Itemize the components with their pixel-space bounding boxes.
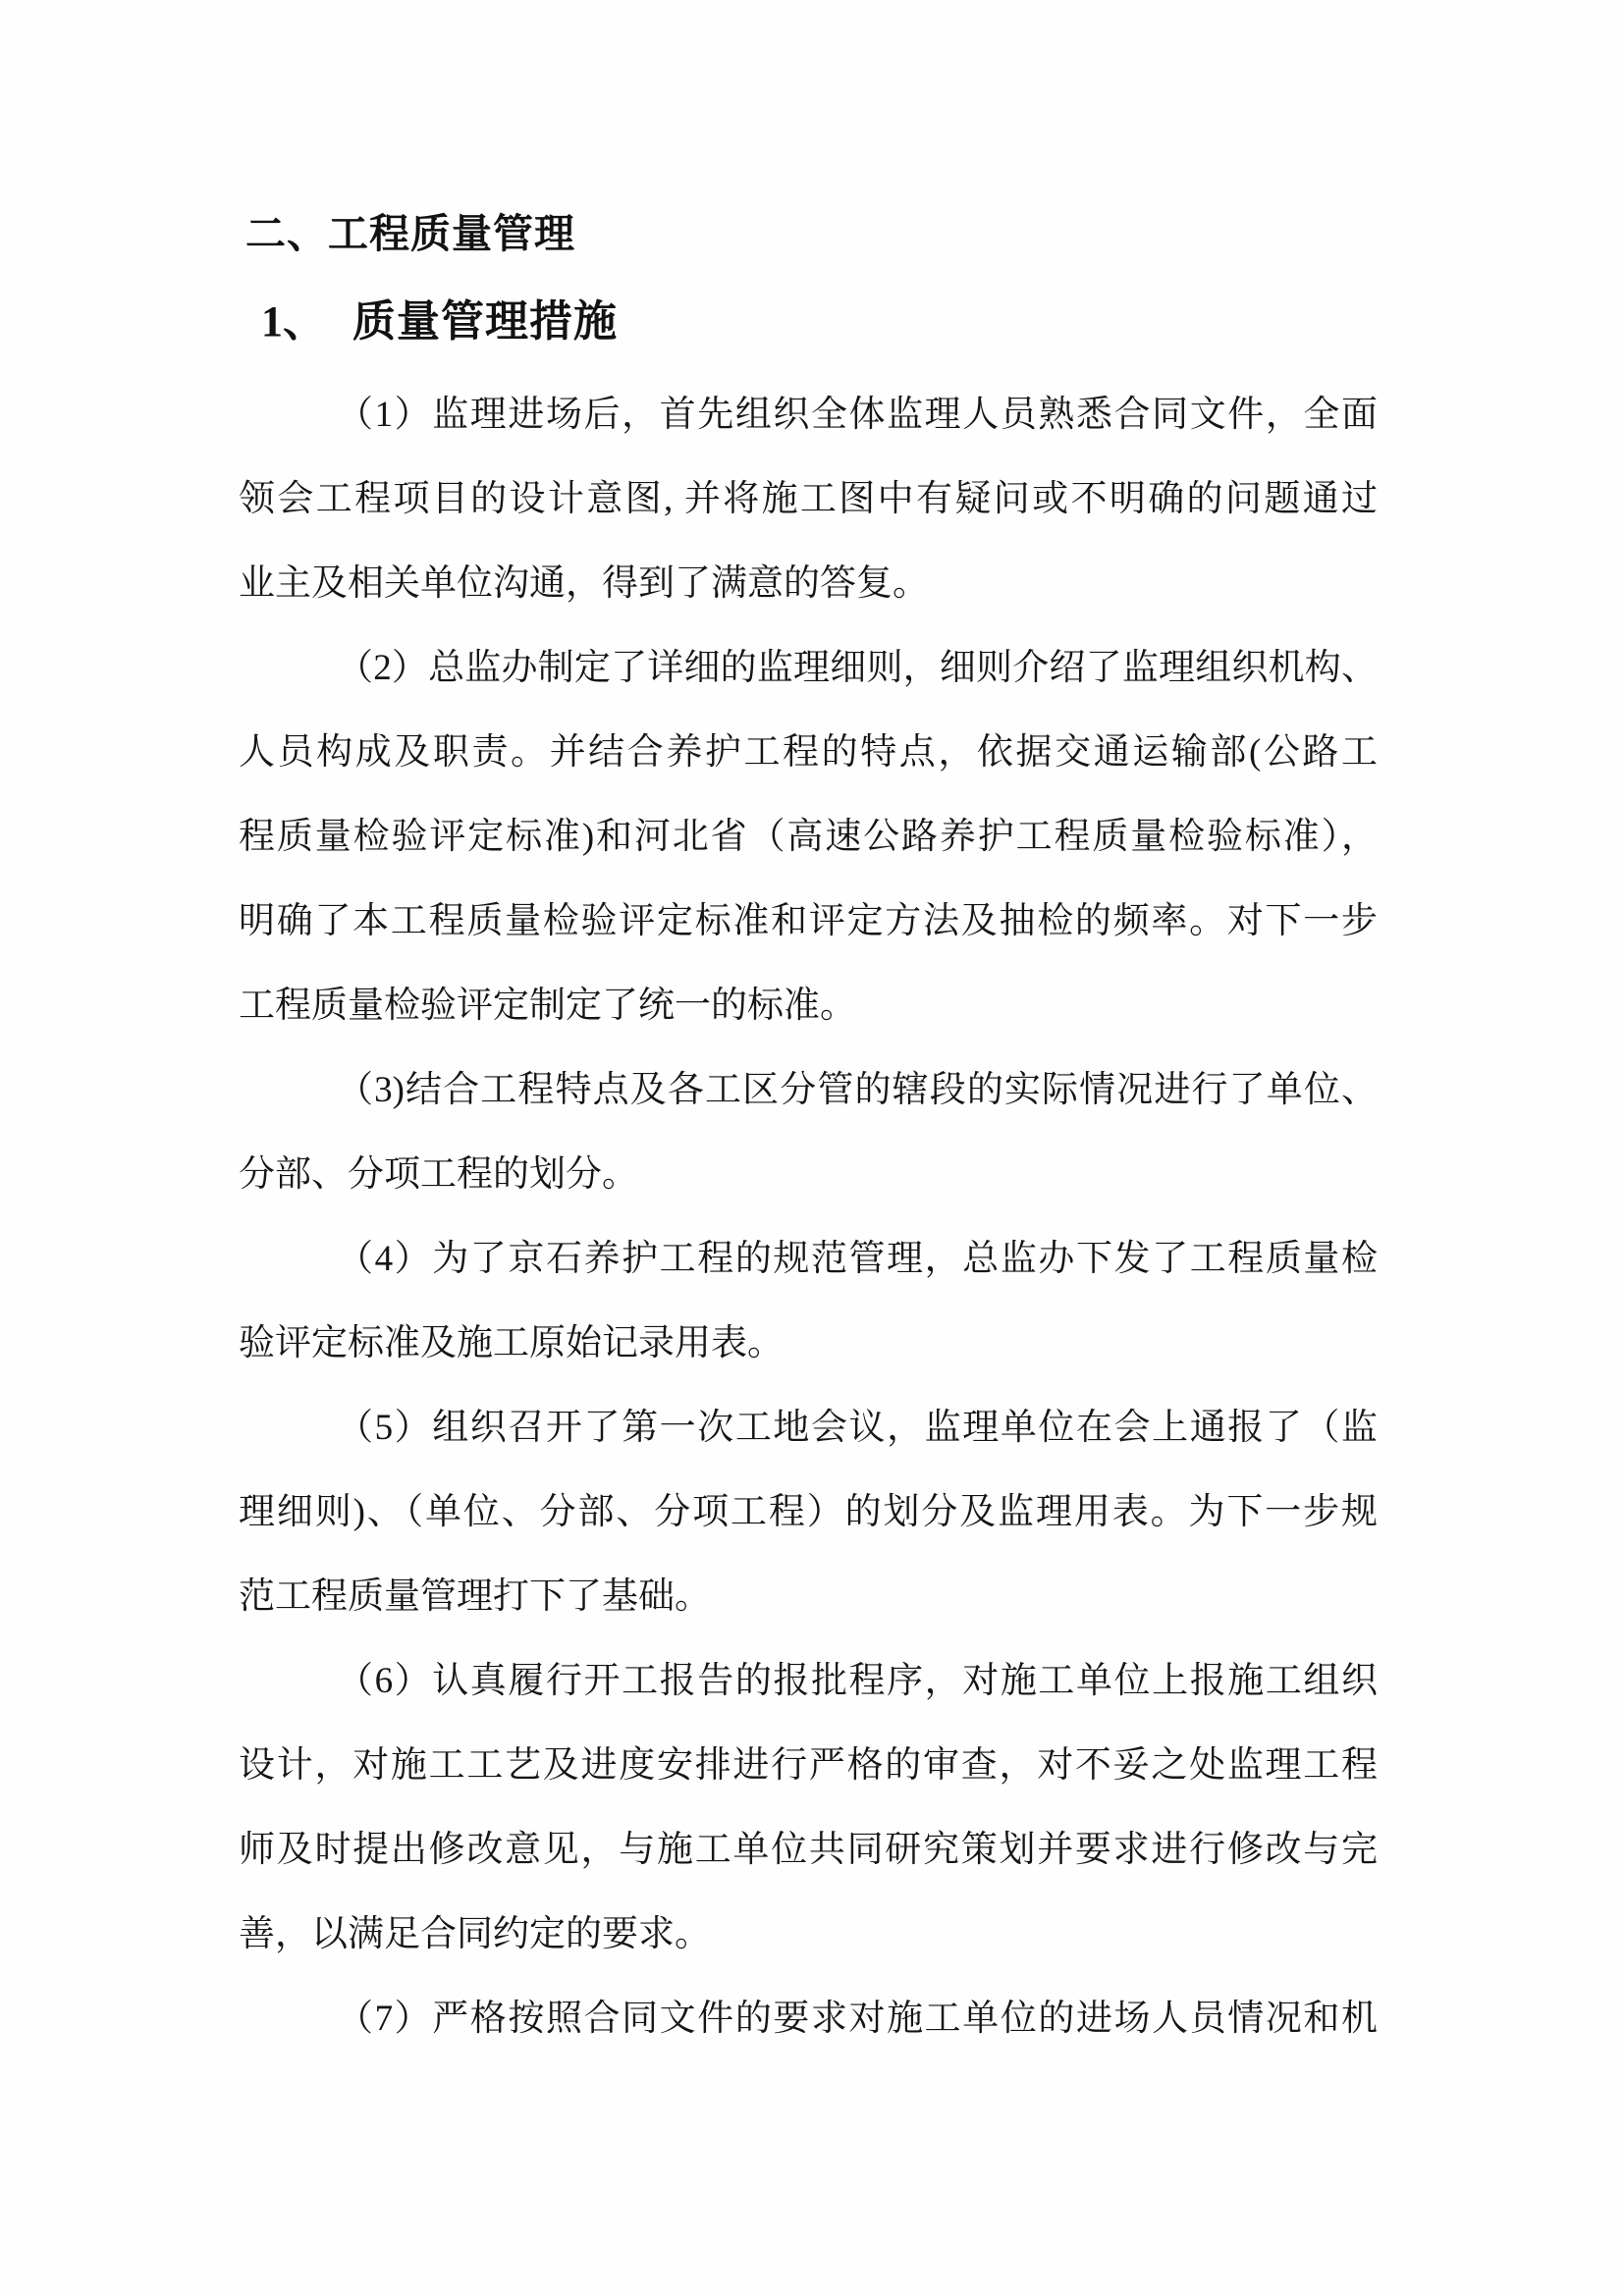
- text-line: （2）总监办制定了详细的监理细则，细则介绍了监理组织机构、: [337, 648, 1378, 688]
- text-line: 验评定标准及施工原始记录用表。: [239, 1323, 784, 1363]
- text-line: （4）为了京石养护工程的规范管理，总监办下发了工程质量检: [337, 1239, 1378, 1279]
- document-body: [239, 373, 1378, 2061]
- text-line: （7）严格按照合同文件的要求对施工单位的进场人员情况和机: [337, 1999, 1378, 2039]
- section-title: 质量管理措施: [352, 297, 618, 346]
- text-line: 理细则)、（单位、分部、分项工程）的划分及监理用表。为下一步规: [239, 1492, 1378, 1532]
- text-line: 师及时提出修改意见，与施工单位共同研究策划并要求进行修改与完: [239, 1830, 1378, 1870]
- text-line: 领会工程项目的设计意图, 并将施工图中有疑问或不明确的问题通过: [239, 479, 1378, 519]
- text-line: 分部、分项工程的划分。: [239, 1154, 638, 1195]
- document-title: 二、工程质量管理: [245, 211, 575, 256]
- section-number: 1、: [261, 297, 326, 346]
- text-line: 设计，对施工工艺及进度安排进行严格的审查，对不妥之处监理工程: [239, 1745, 1378, 1786]
- text-line: （1）监理进场后，首先组织全体监理人员熟悉合同文件，全面: [337, 395, 1378, 435]
- text-line: （5）组织召开了第一次工地会议，监理单位在会上通报了（监: [337, 1408, 1378, 1448]
- text-line: 人员构成及职责。并结合养护工程的特点，依据交通运输部(公路工: [239, 732, 1378, 773]
- text-line: 程质量检验评定标准)和河北省（高速公路养护工程质量检验标准），: [239, 817, 1378, 857]
- text-line: 范工程质量管理打下了基础。: [239, 1576, 711, 1617]
- text-line: 业主及相关单位沟通，得到了满意的答复。: [239, 563, 929, 604]
- text-line: （3)结合工程特点及各工区分管的辖段的实际情况进行了单位、: [337, 1070, 1378, 1110]
- section-heading: [261, 295, 618, 348]
- text-line: 善，以满足合同约定的要求。: [239, 1914, 711, 1954]
- text-line: （6）认真履行开工报告的报批程序，对施工单位上报施工组织: [337, 1661, 1378, 1701]
- text-line: 明确了本工程质量检验评定标准和评定方法及抽检的频率。对下一步: [239, 901, 1378, 941]
- text-line: 工程质量检验评定制定了统一的标准。: [239, 986, 856, 1026]
